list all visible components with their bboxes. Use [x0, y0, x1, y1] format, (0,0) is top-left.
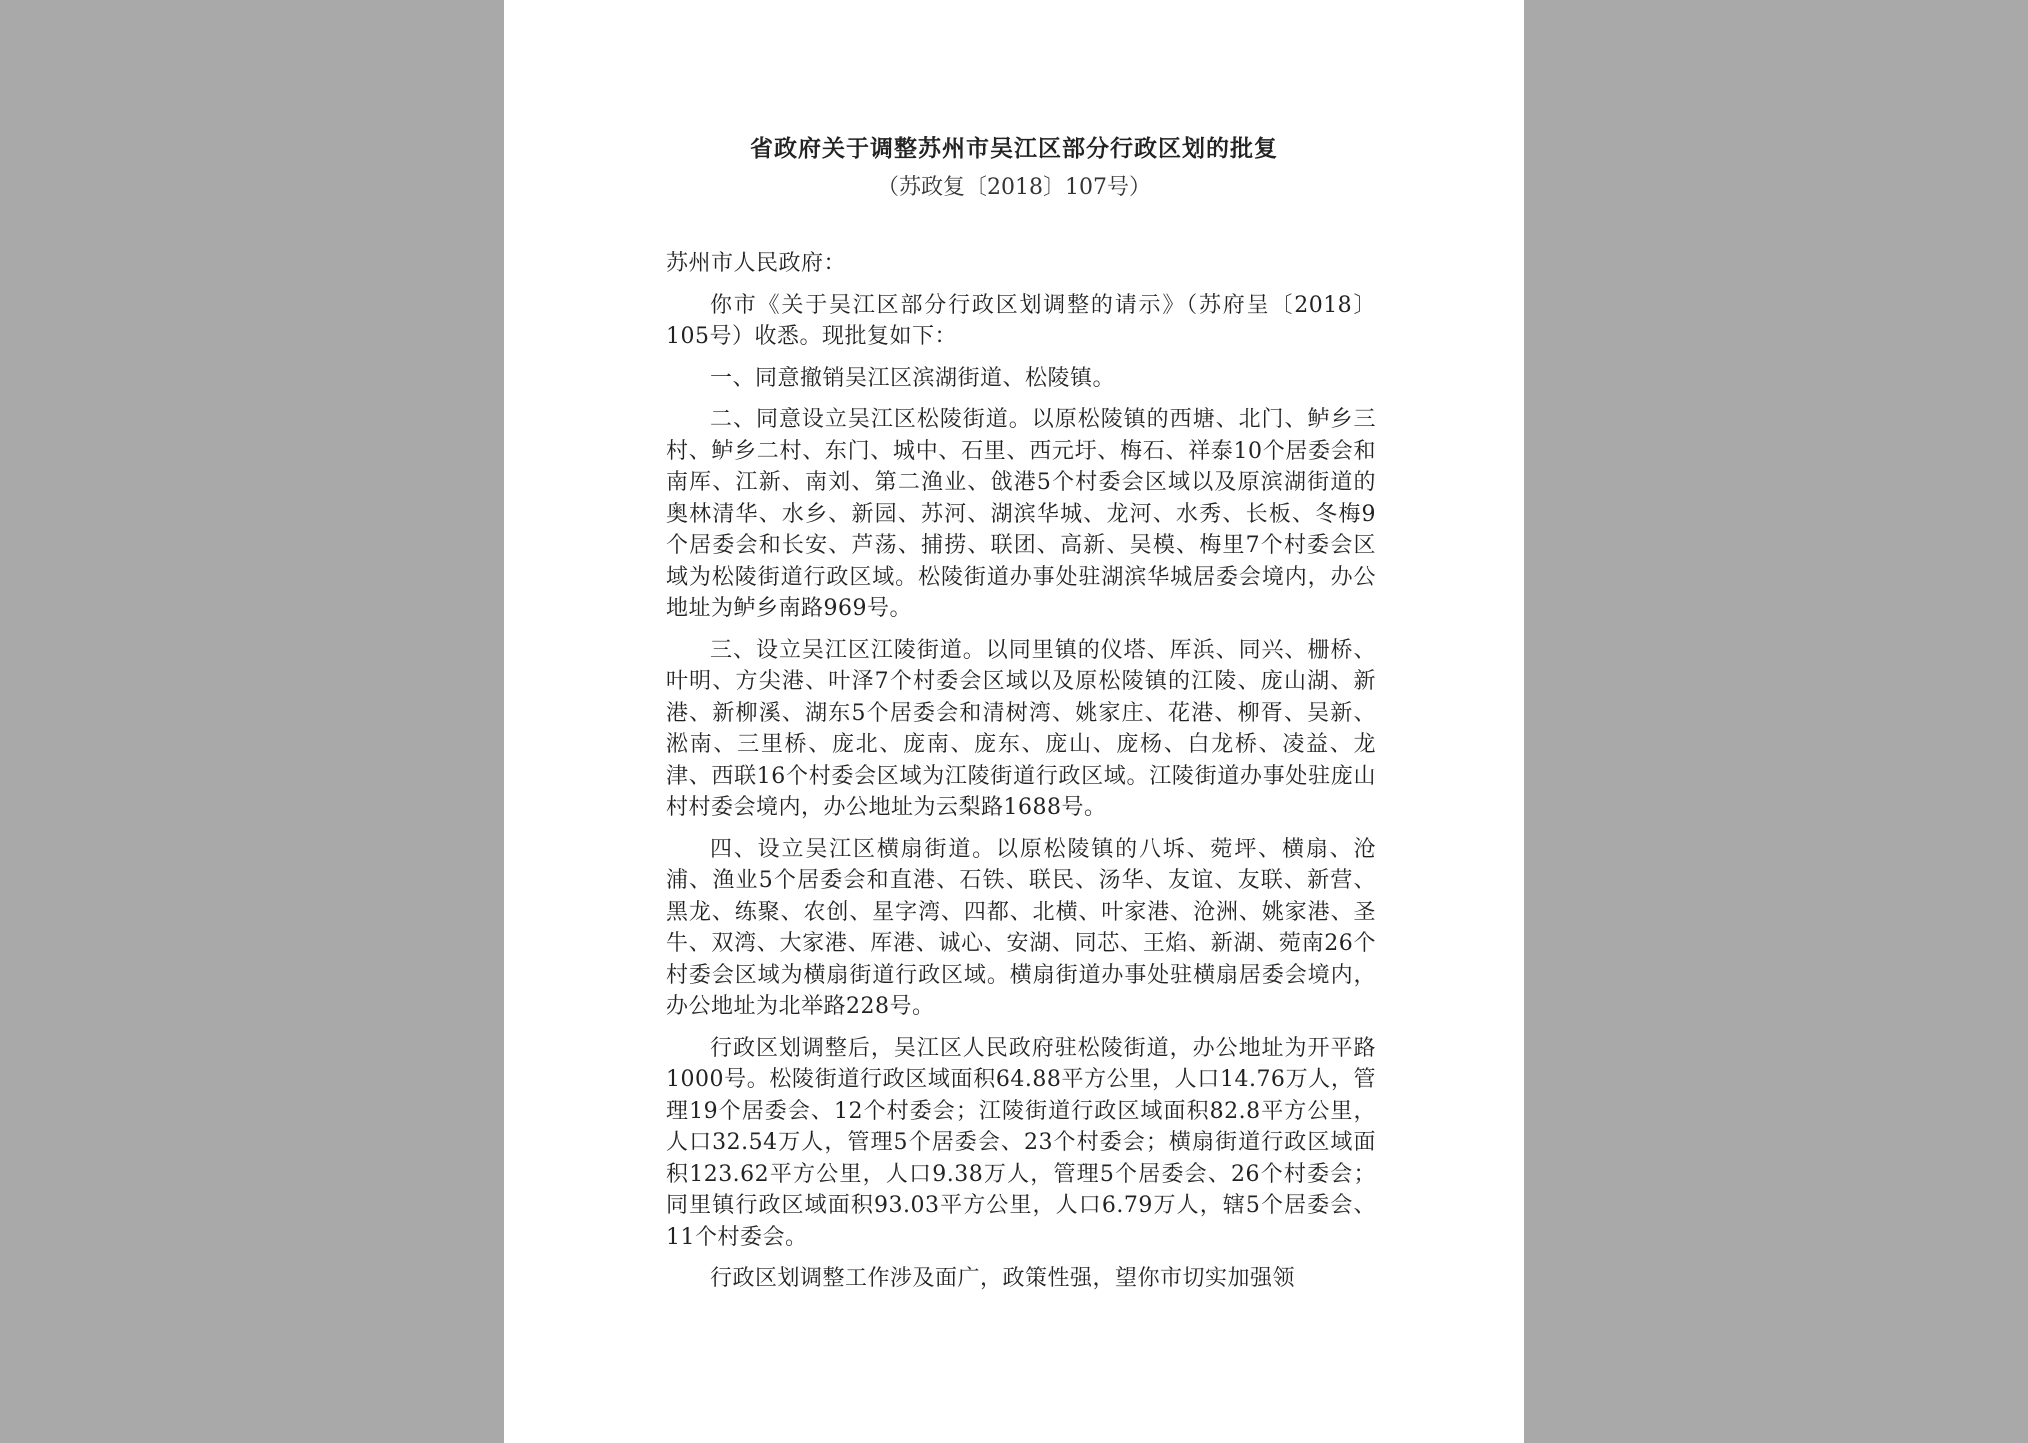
salutation: 苏州市人民政府：	[666, 251, 847, 276]
paragraph-summary: 行政区划调整后，吴江区人民政府驻松陵街道，办公地址为开平路1000号。松陵街道行政区域面积64.88平方公里，人口14.76万人，管理19个居委会、12个村委会；江陵街道行政区域面积82.8平方公里，人口32.54万人，管理5个居委会、23个村委会；横扇街道行政区域面积123.62平方公里，人口9.38万人，管理5个居委会、26个村委会；同里镇行政区域面积93.03平方公里，人口6.79万人，辖5个居委会、11个村委会。	[666, 1035, 1376, 1250]
paragraph-intro: 你市《关于吴江区部分行政区划调整的请示》（苏府呈〔2018〕105号）收悉。现批复如下：	[666, 292, 1376, 349]
document-page	[504, 0, 1524, 1443]
document-title: 省政府关于调整苏州市吴江区部分行政区划的批复	[750, 135, 1278, 162]
paragraph-item-4: 四、设立吴江区横扇街道。以原松陵镇的八坼、菀坪、横扇、沧浦、渔业5个居委会和直港、石铁、联民、汤华、友谊、友联、新营、黑龙、练聚、农创、星字湾、四都、北横、叶家港、沧洲、姚家港、圣牛、双湾、大家港、厍港、诚心、安湖、同芯、王焰、新湖、菀南26个村委会区域为横扇街道行政区域。横扇街道办事处驻横扇居委会境内，办公地址为北举路228号。	[666, 836, 1376, 1019]
document-number: （苏政复〔2018〕107号）	[877, 175, 1151, 200]
paragraph-item-1: 一、同意撤销吴江区滨湖街道、松陵镇。	[710, 365, 1116, 391]
document-body	[666, 248, 1376, 1305]
paragraph-item-3: 三、设立吴江区江陵街道。以同里镇的仪塔、厍浜、同兴、栅桥、叶明、方尖港、叶泽7个村委会区域以及原松陵镇的江陵、庞山湖、新港、新柳溪、湖东5个居委会和清树湾、姚家庄、花港、柳胥、吴新、淞南、三里桥、庞北、庞南、庞东、庞山、庞杨、白龙桥、凌益、龙津、西联16个村委会区域为江陵街道行政区域。江陵街道办事处驻庞山村村委会境内，办公地址为云梨路1688号。	[666, 637, 1376, 820]
paragraph-item-2: 二、同意设立吴江区松陵街道。以原松陵镇的西塘、北门、鲈乡三村、鲈乡二村、东门、城中、石里、西元圩、梅石、祥泰10个居委会和南厍、江新、南刘、第二渔业、戗港5个村委会区域以及原滨湖街道的奥林清华、水乡、新园、苏河、湖滨华城、龙河、水秀、长板、冬梅9个居委会和长安、芦荡、捕捞、联团、高新、吴模、梅里7个村委会区域为松陵街道行政区域。松陵街道办事处驻湖滨华城居委会境内，办公地址为鲈乡南路969号。	[666, 407, 1376, 621]
paragraph-closing: 行政区划调整工作涉及面广，政策性强，望你市切实加强领	[710, 1266, 1296, 1291]
